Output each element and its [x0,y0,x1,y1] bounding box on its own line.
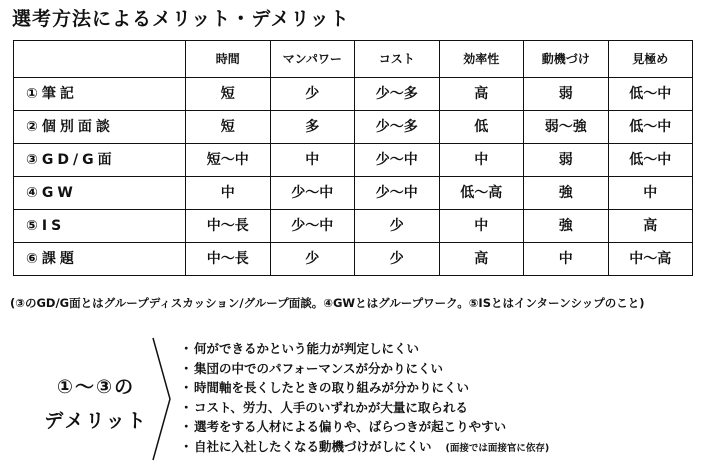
table-cell: 弱～強 [524,111,609,144]
header-cell-manpower: マンパワー [270,41,355,78]
demerits-label-line1: ①～③の [56,376,136,398]
table-cell: 高 [439,243,524,276]
page-title: 選考方法によるメリット・デメリット [12,8,350,30]
list-item-text: コスト、労力、人手のいずれかが大量に取られる [194,399,468,415]
table-cell: 中～長 [186,210,271,243]
right-angle-bracket-icon [150,336,174,462]
header-cell-efficiency: 効率性 [439,41,524,78]
table-cell: 中 [186,177,271,210]
demerits-label [36,370,156,438]
row-label: ③GD/G面 [14,144,186,177]
header-cell-time: 時間 [186,41,271,78]
comparison-table [13,40,693,276]
table-row [14,243,693,276]
table-cell: 少 [270,78,355,111]
table-cell: 少～中 [355,177,440,210]
table-cell: 低～中 [608,111,693,144]
header-cell-assessment: 見極め [608,41,693,78]
table-cell: 少～多 [355,78,440,111]
table-cell: 中 [439,210,524,243]
table-cell: 少～中 [270,210,355,243]
table-cell: 少 [355,210,440,243]
bullet: ・ [180,438,193,454]
table-cell: 高 [608,210,693,243]
table-cell: 弱 [524,144,609,177]
table-cell: 低 [439,111,524,144]
list-item-note: (面接では面接官に依存) [445,442,550,454]
list-item [180,339,695,359]
table-cell: 短 [186,111,271,144]
table-cell: 弱 [524,78,609,111]
table-cell: 中 [524,243,609,276]
table-cell: 短 [186,78,271,111]
demerits-list [180,339,695,458]
row-label: ①筆記 [14,78,186,111]
table-row [14,144,693,177]
table-cell: 短～中 [186,144,271,177]
demerits-label-line2: デメリット [44,410,148,432]
list-item-text: 時間軸を長くしたときの取り組みが分かりにくい [194,380,470,395]
table-cell: 中～長 [186,243,271,276]
row-label: ④GW [14,177,186,210]
table-row [14,111,693,144]
table-cell: 少 [270,243,355,276]
table-cell: 中 [439,144,524,177]
row-label: ⑥課題 [14,243,186,276]
list-item [180,378,695,398]
table-cell: 中 [608,177,693,210]
table-row [14,177,693,210]
bullet: ・ [180,399,193,415]
bullet: ・ [180,341,193,356]
list-item [180,437,695,459]
table-header-row [14,41,693,78]
table-cell: 多 [270,111,355,144]
list-item-text: 選考をする人材による偏りや、ばらつきが起こりやすい [194,419,507,434]
table-row [14,78,693,111]
header-cell-cost: コスト [355,41,440,78]
list-item [180,359,695,379]
table-row [14,210,693,243]
list-item-text: 何ができるかという能力が判定しにくい [194,341,420,356]
bullet: ・ [180,419,193,434]
list-item [180,398,695,418]
table-cell: 少～多 [355,111,440,144]
table-cell: 中 [270,144,355,177]
list-item-text: 集団の中でのパフォーマンスが分かりにくい [194,360,444,376]
table-cell: 少～中 [355,144,440,177]
table-cell: 強 [524,210,609,243]
table-cell: 低～中 [608,144,693,177]
list-item-text: 自社に入社したくなる動機づけがしにくい [194,438,432,454]
list-item [180,417,695,437]
table-cell: 高 [439,78,524,111]
header-cell-motivation: 動機づけ [524,41,609,78]
bullet: ・ [180,360,193,376]
table-cell: 強 [524,177,609,210]
header-cell [14,41,186,78]
footnote: (③のGD/G面とはグループディスカッション/グループ面談。④GWとはグループワーク。⑤ISとはインターンシップのこと) [10,296,645,310]
table-cell: 低～中 [608,78,693,111]
table-cell: 少 [355,243,440,276]
table-cell: 中～高 [608,243,693,276]
table-cell: 低～高 [439,177,524,210]
row-label: ②個別面談 [14,111,186,144]
row-label: ⑤IS [14,210,186,243]
table-cell: 少～中 [270,177,355,210]
bullet: ・ [180,380,193,395]
